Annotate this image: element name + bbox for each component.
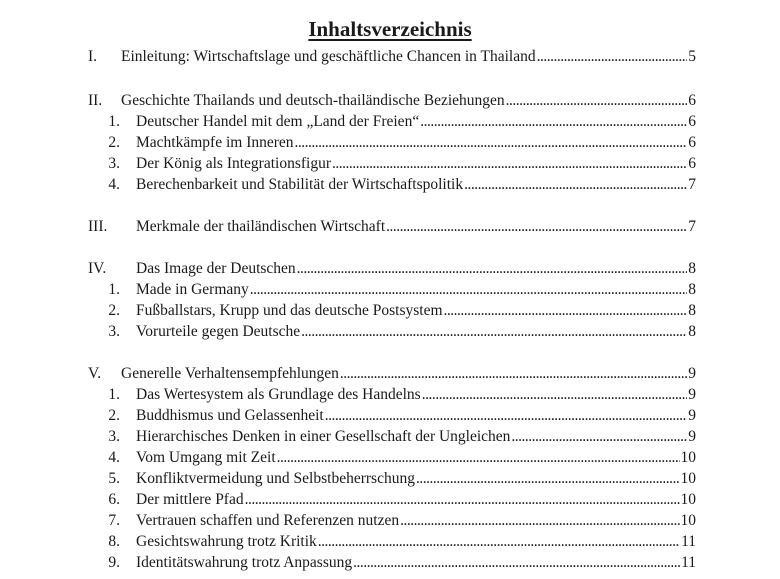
toc-entry-section-4[interactable] xyxy=(88,258,696,279)
toc-leader-dots xyxy=(332,153,687,174)
toc-leader-dots xyxy=(353,552,680,573)
toc-entry-number: 3. xyxy=(108,428,120,445)
toc-entry-page: 8 xyxy=(688,260,696,277)
toc-leader-dots xyxy=(422,384,688,405)
toc-entry-number: 6. xyxy=(108,491,120,508)
toc-entry-2-2[interactable] xyxy=(88,132,696,153)
toc-leader-dots xyxy=(420,111,687,132)
toc-entry-label: Generelle Verhaltensempfehlungen xyxy=(121,365,339,382)
toc-entry-number: 1. xyxy=(108,113,120,130)
toc-entry-number: 1. xyxy=(108,281,120,298)
toc-entry-label: Vertrauen schaffen und Referenzen nutzen xyxy=(136,512,400,529)
toc-entry-page: 6 xyxy=(688,155,696,172)
toc-entry-number: 2. xyxy=(108,302,120,319)
toc-entry-number: 3. xyxy=(108,155,120,172)
toc-entry-page: 7 xyxy=(688,218,696,235)
toc-entry-4-3[interactable] xyxy=(88,321,696,342)
toc-entry-number: 8. xyxy=(108,533,120,550)
toc-entry-page: 10 xyxy=(680,470,696,487)
toc-entry-page: 11 xyxy=(681,533,696,550)
toc-entry-label: Geschichte Thailands und deutsch-thailändische Beziehungen xyxy=(121,92,505,109)
toc-entry-page: 10 xyxy=(680,491,696,508)
toc-entry-number: 1. xyxy=(108,386,120,403)
toc-entry-4-1[interactable] xyxy=(88,279,696,300)
toc-entry-label: Vorurteile gegen Deutsche xyxy=(136,323,301,340)
toc-entry-label: Buddhismus und Gelassenheit xyxy=(136,407,324,424)
toc-entry-page: 6 xyxy=(688,113,696,130)
toc-entry-page: 6 xyxy=(688,134,696,151)
toc-entry-label: Das Image der Deutschen xyxy=(136,260,296,277)
toc-entry-number: 7. xyxy=(108,512,120,529)
toc-entry-number: 3. xyxy=(108,323,120,340)
toc-entry-section-5[interactable] xyxy=(88,363,696,384)
toc-entry-2-1[interactable] xyxy=(88,111,696,132)
toc-entry-label: Fußballstars, Krupp und das deutsche Postsystem xyxy=(136,302,443,319)
toc-leader-dots xyxy=(325,405,688,426)
toc-entry-page: 9 xyxy=(688,407,696,424)
toc-leader-dots xyxy=(506,90,688,111)
toc-entry-2-3[interactable] xyxy=(88,153,696,174)
toc-entry-5-8[interactable] xyxy=(88,531,696,552)
toc-entry-number: 2. xyxy=(108,407,120,424)
toc-entry-label: Der mittlere Pfad xyxy=(136,491,244,508)
toc-leader-dots xyxy=(250,279,687,300)
toc-leader-dots xyxy=(386,216,687,237)
toc-entry-number: V. xyxy=(88,365,102,382)
toc-entry-number: 4. xyxy=(108,449,120,466)
toc-entry-page: 5 xyxy=(688,48,696,65)
toc-leader-dots xyxy=(400,510,679,531)
toc-entry-5-9[interactable] xyxy=(88,552,696,573)
toc-entry-5-2[interactable] xyxy=(88,405,696,426)
toc-entry-number: II. xyxy=(88,92,103,109)
toc-entry-label: Deutscher Handel mit dem „Land der Freien“ xyxy=(136,113,420,130)
toc-entry-label: Gesichtswahrung trotz Kritik xyxy=(136,533,317,550)
toc-entry-page: 11 xyxy=(681,554,696,571)
toc-entry-5-5[interactable] xyxy=(88,468,696,489)
toc-entry-page: 9 xyxy=(688,365,696,382)
toc-entry-5-6[interactable] xyxy=(88,489,696,510)
toc-leader-dots xyxy=(301,321,687,342)
toc-entry-4-2[interactable] xyxy=(88,300,696,321)
toc-leader-dots xyxy=(277,447,680,468)
toc-entry-page: 9 xyxy=(688,428,696,445)
toc-entry-label: Merkmale der thailändischen Wirtschaft xyxy=(136,218,386,235)
toc-entry-page: 8 xyxy=(688,302,696,319)
toc-entry-number: IV. xyxy=(88,260,107,277)
toc-entry-number: 4. xyxy=(108,176,120,193)
toc-leader-dots xyxy=(340,363,687,384)
toc-entry-page: 6 xyxy=(688,92,696,109)
toc-entry-label: Berechenbarkeit und Stabilität der Wirtschaftspolitik xyxy=(136,176,464,193)
toc-entry-number: 9. xyxy=(108,554,120,571)
toc-entry-label: Konfliktvermeidung und Selbstbeherrschung xyxy=(136,470,415,487)
toc-entry-section-1[interactable] xyxy=(88,46,696,67)
toc-entry-section-3[interactable] xyxy=(88,216,696,237)
toc-entry-page: 8 xyxy=(688,281,696,298)
toc-entry-label: Vom Umgang mit Zeit xyxy=(136,449,276,466)
toc-title: Inhaltsverzeichnis xyxy=(308,17,472,42)
toc-entry-page: 8 xyxy=(688,323,696,340)
toc-leader-dots xyxy=(464,174,687,195)
toc-entry-page: 10 xyxy=(680,449,696,466)
toc-entry-5-4[interactable] xyxy=(88,447,696,468)
toc-leader-dots xyxy=(295,132,688,153)
toc-entry-5-3[interactable] xyxy=(88,426,696,447)
toc-leader-dots xyxy=(511,426,687,447)
toc-entry-label: Machtkämpfe im Inneren xyxy=(136,134,294,151)
toc-entry-number: 2. xyxy=(108,134,120,151)
toc-leader-dots xyxy=(444,300,688,321)
toc-leader-dots xyxy=(297,258,688,279)
toc-entry-label: Das Wertesystem als Grundlage des Handelns xyxy=(136,386,421,403)
toc-entry-page: 10 xyxy=(680,512,696,529)
toc-leader-dots xyxy=(245,489,680,510)
toc-leader-dots xyxy=(537,46,688,67)
toc-entry-section-2[interactable] xyxy=(88,90,696,111)
toc-entry-number: 5. xyxy=(108,470,120,487)
toc-entry-label: Identitätswahrung trotz Anpassung xyxy=(136,554,353,571)
toc-entry-label: Made in Germany xyxy=(136,281,249,298)
toc-entry-5-1[interactable] xyxy=(88,384,696,405)
toc-entry-page: 9 xyxy=(688,386,696,403)
toc-entry-label: Einleitung: Wirtschaftslage und geschäftliche Chancen in Thailand xyxy=(121,48,536,65)
toc-leader-dots xyxy=(416,468,680,489)
toc-entry-page: 7 xyxy=(688,176,696,193)
toc-entry-label: Der König als Integrationsfigur xyxy=(136,155,331,172)
toc-entry-number: I. xyxy=(88,48,98,65)
toc-entry-number: III. xyxy=(88,218,108,235)
toc-entry-5-7[interactable] xyxy=(88,510,696,531)
toc-entry-2-4[interactable] xyxy=(88,174,696,195)
toc-leader-dots xyxy=(318,531,680,552)
toc-entry-label: Hierarchisches Denken in einer Gesellschaft der Ungleichen xyxy=(136,428,511,445)
